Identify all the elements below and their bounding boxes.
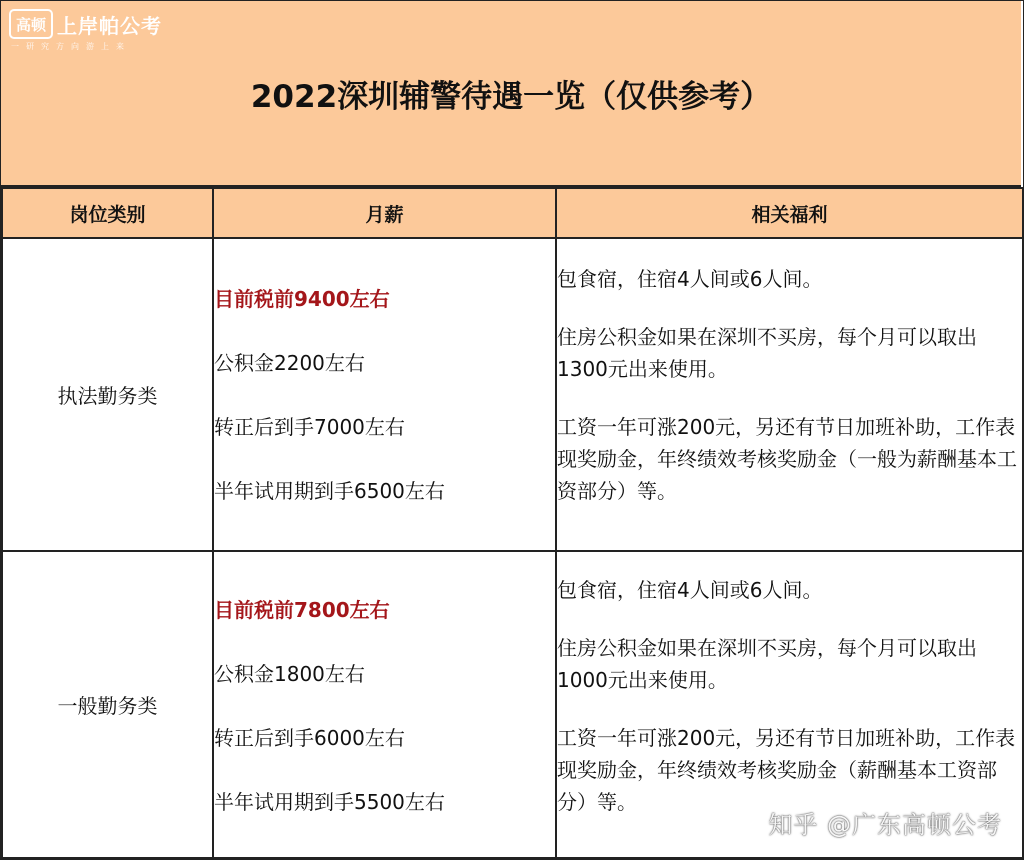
page-title: 2022深圳辅警待遇一览（仅供参考）: [250, 79, 772, 115]
salary-probation: 半年试用期到手6500左右: [214, 479, 445, 503]
salary-cell: [213, 551, 556, 858]
benefit-lodging: 包食宿，住宿4人间或6人间。: [557, 578, 823, 602]
salary-housing-fund: 公积金2200左右: [214, 351, 365, 375]
salary-housing-fund: 公积金1800左右: [214, 662, 365, 686]
salary-cell: [213, 238, 556, 551]
benefit-housing-fund: 住房公积金如果在深圳不买房，每个月可以取出1000元出来使用。: [557, 636, 977, 692]
header-category: 岗位类别: [2, 188, 213, 238]
salary-probation: 半年试用期到手5500左右: [214, 790, 445, 814]
benefit-housing-fund: 住房公积金如果在深圳不买房，每个月可以取出1300元出来使用。: [557, 325, 977, 381]
salary-after-regular: 转正后到手7000左右: [214, 415, 405, 439]
salary-pretax: 目前税前9400左右: [214, 287, 390, 311]
salary-after-regular: 转正后到手6000左右: [214, 726, 405, 750]
title-banner: [1, 1, 1021, 187]
benefits-table: [1, 187, 1024, 859]
header-benefits: 相关福利: [556, 188, 1023, 238]
benefits-cell: [556, 238, 1023, 551]
salary-pretax: 目前税前7800左右: [214, 598, 390, 622]
brand-logo: [9, 9, 162, 39]
table-row: [2, 238, 1023, 551]
brand-name: 上岸帕公考: [57, 13, 162, 38]
brand-tagline: 一研究方向游上来: [11, 42, 131, 51]
header-salary: 月薪: [213, 188, 556, 238]
benefit-lodging: 包食宿，住宿4人间或6人间。: [557, 267, 823, 291]
zhihu-watermark: 知乎 @广东高顿公考: [768, 811, 1002, 839]
benefit-raises: 工资一年可涨200元，另还有节日加班补助，工作表现奖励金，年终绩效考核奖励金（薪酬基本工资部分）等。: [557, 726, 1016, 814]
category-cell: 一般勤务类: [2, 551, 213, 858]
benefit-raises: 工资一年可涨200元，另还有节日加班补助，工作表现奖励金，年终绩效考核奖励金（一般为薪酬基本工资部分）等。: [557, 415, 1017, 503]
brand-mark: 高顿: [9, 9, 53, 39]
category-cell: 执法勤务类: [2, 238, 213, 551]
table-header-row: [2, 188, 1023, 238]
